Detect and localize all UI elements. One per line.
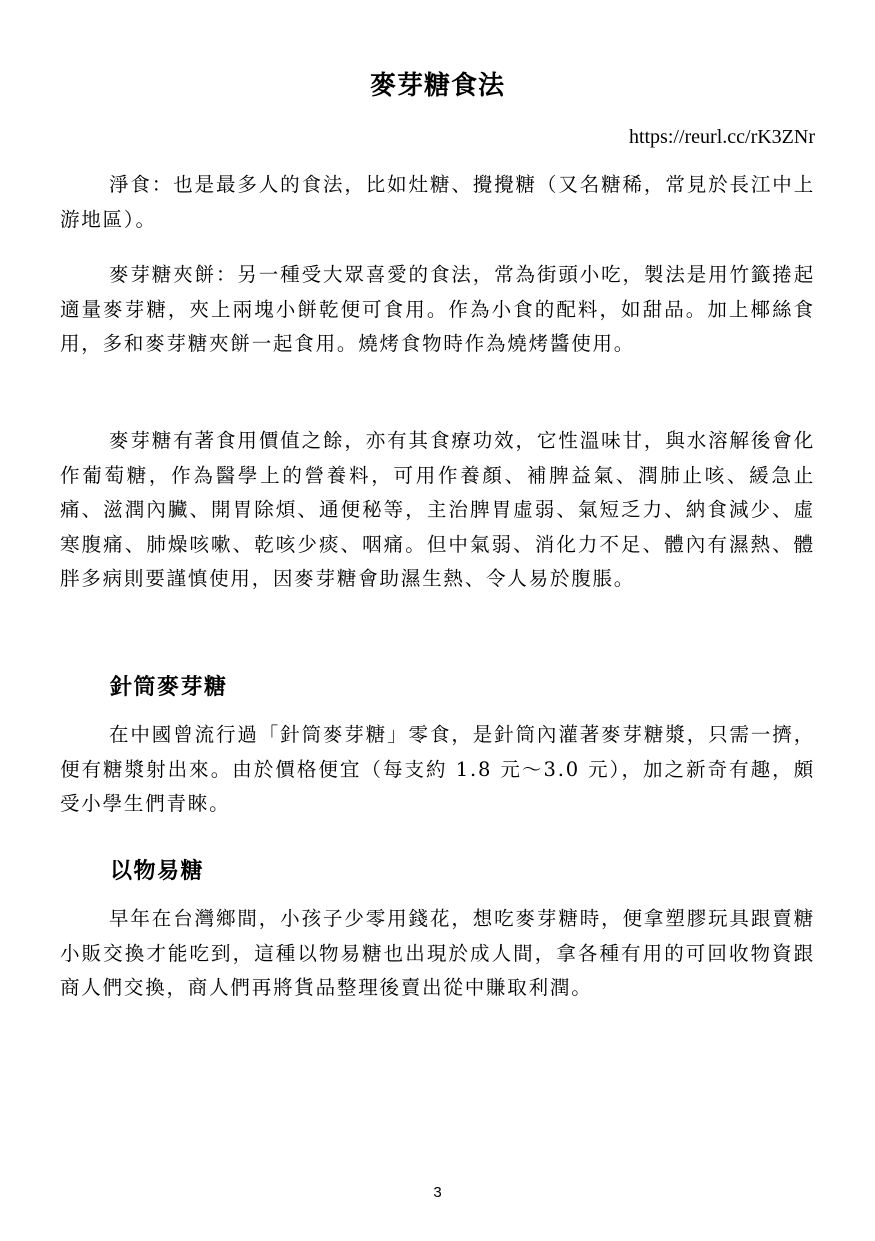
page-number: 3 bbox=[433, 1184, 442, 1201]
paragraph-medicinal-value: 麥芽糖有著食用價值之餘，亦有其食療功效，它性溫味甘，與水溶解後會化作葡萄糖，作為醫學上的營養料，可用作養顏、補脾益氣、潤肺止咳、緩急止痛、滋潤內臟、開胃除煩、通便秘等，主治脾胃虛弱、氣短乏力、納食減少、虛寒腹痛、肺燥咳嗽、乾咳少痰、咽痛。但中氣弱、消化力不足、體內有濕熱、體胖多病則要謹慎使用，因麥芽糖會助濕生熱、令人易於腹脹。 bbox=[60, 429, 815, 591]
paragraph-barter-candy: 早年在台灣鄉間，小孩子少零用錢花，想吃麥芽糖時，便拿塑膠玩具跟賣糖小販交換才能吃到，這種以物易糖也出現於成人間，拿各種有用的可回收物資跟商人們交換，商人們再將貨品整理後賣出從中賺取利潤。 bbox=[60, 907, 815, 1000]
page-title: 麥芽糖食法 bbox=[369, 71, 505, 101]
section-heading-syringe-maltose: 針筒麥芽糖 bbox=[110, 674, 228, 700]
paragraph-syringe-maltose: 在中國曾流行過「針筒麥芽糖」零食，是針筒內灌著麥芽糖漿，只需一擠，便有糖漿射出來。由於價格便宜（每支約 1.8 元～3.0 元），加之新奇有趣，頗受小學生們青睞。 bbox=[60, 723, 815, 816]
source-url[interactable]: https://reurl.cc/rK3ZNr bbox=[628, 126, 815, 148]
paragraph-maltose-biscuit: 麥芽糖夾餅：另一種受大眾喜愛的食法，常為街頭小吃，製法是用竹籤捲起適量麥芽糖，夾上兩塊小餅乾便可食用。作為小食的配料，如甜品。加上椰絲食用，多和麥芽糖夾餅一起食用。燒烤食物時作為燒烤醬使用。 bbox=[60, 263, 815, 356]
paragraph-plain-eating: 淨食：也是最多人的食法，比如灶糖、攪攪糖（又名糖稀，常見於長江中上游地區）。 bbox=[60, 173, 815, 231]
section-heading-barter-candy: 以物易糖 bbox=[110, 858, 205, 884]
